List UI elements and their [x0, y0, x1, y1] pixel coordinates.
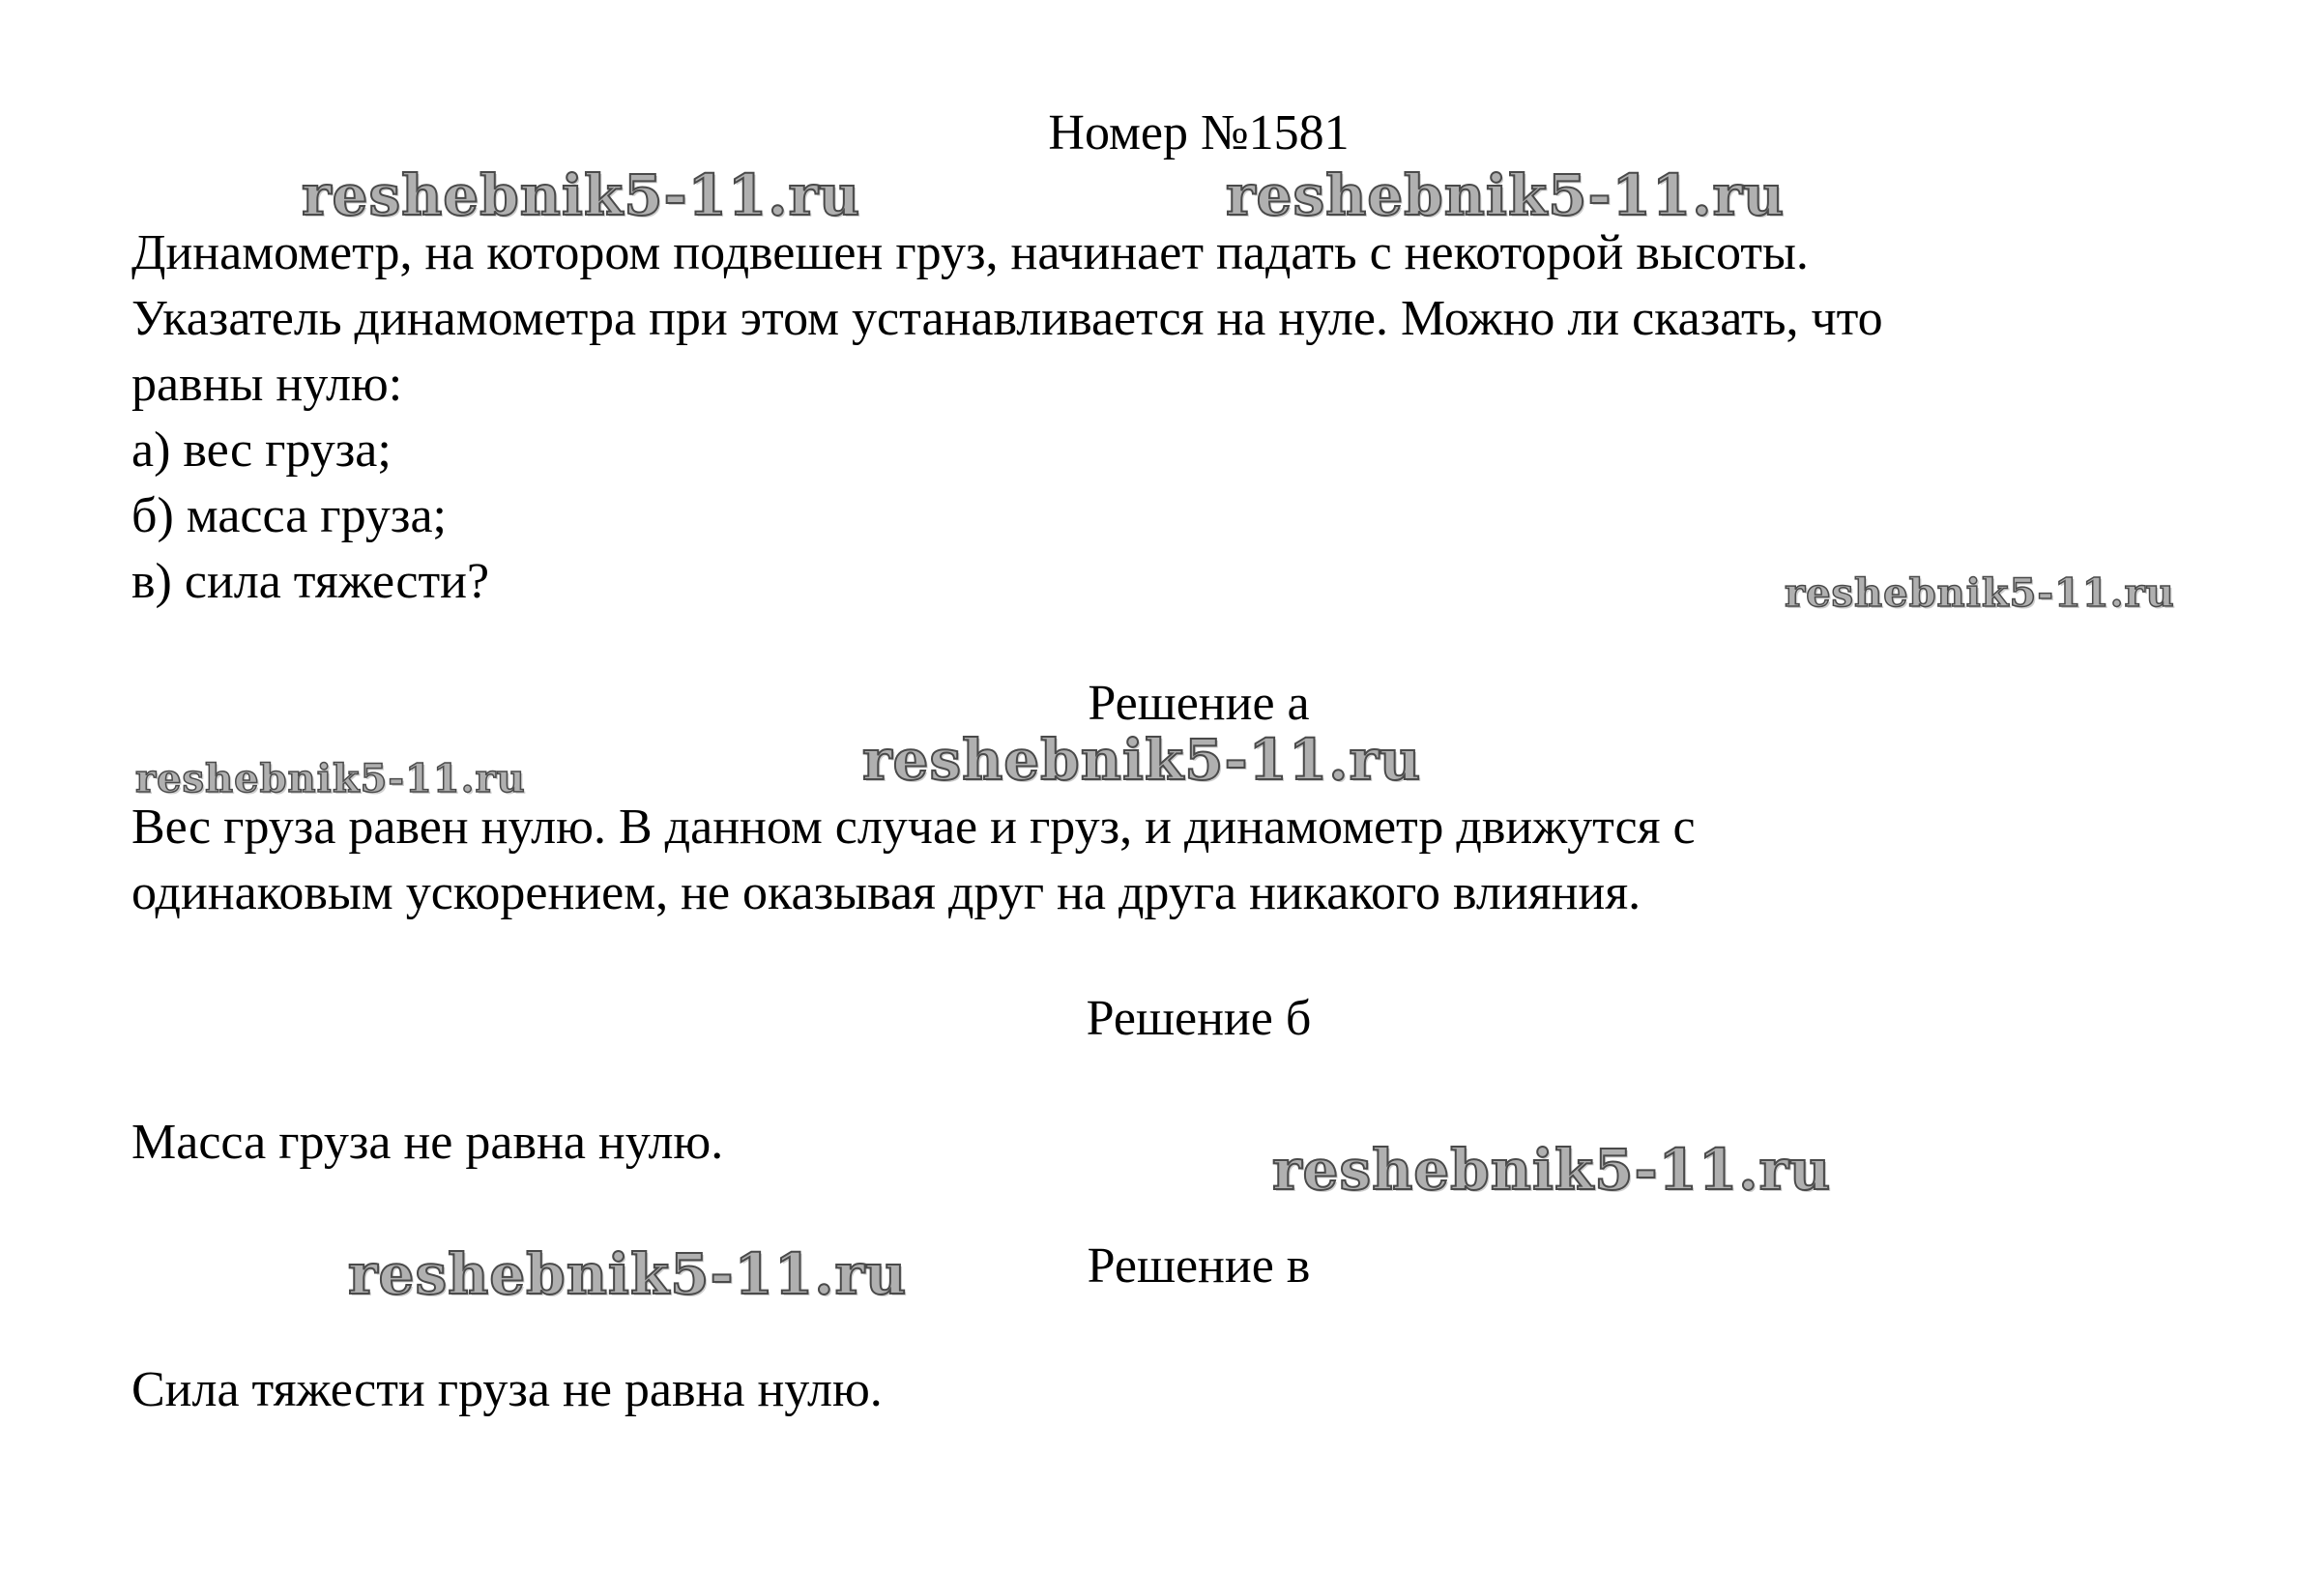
problem-line-1: Динамометр, на котором подвешен груз, начинает падать с некоторой высоты.: [131, 225, 1809, 280]
watermark-center: reshebnik5-11.ru: [862, 727, 1422, 793]
solution-a-heading: Решение а: [1088, 676, 1310, 731]
problem-option-a: а) вес груза;: [131, 422, 392, 478]
watermark-lower-right: reshebnik5-11.ru: [1272, 1137, 1832, 1203]
problem-line-2: Указатель динамометра при этом устанавливается на нуле. Можно ли сказать, что: [131, 291, 1883, 346]
problem-line-3: равны нулю:: [131, 357, 403, 412]
watermark-top-left: reshebnik5-11.ru: [302, 162, 861, 228]
watermark-mid-right: reshebnik5-11.ru: [1785, 570, 2175, 616]
page-title: Номер №1581: [1048, 105, 1350, 160]
solution-b-line-1: Масса груза не равна нулю.: [131, 1115, 724, 1170]
solution-b-heading: Решение б: [1086, 991, 1312, 1046]
solution-a-line-1: Вес груза равен нулю. В данном случае и груз, и динамометр движутся с: [131, 800, 1696, 855]
problem-option-c: в) сила тяжести?: [131, 554, 490, 609]
solution-a-line-2: одинаковым ускорением, не оказывая друг на друга никакого влияния.: [131, 865, 1641, 920]
problem-option-b: б) масса груза;: [131, 488, 447, 543]
watermark-top-right: reshebnik5-11.ru: [1226, 162, 1786, 228]
solution-c-heading: Решение в: [1087, 1238, 1311, 1294]
watermark-lower-left: reshebnik5-11.ru: [348, 1241, 908, 1307]
solution-c-line-1: Сила тяжести груза не равна нулю.: [131, 1362, 883, 1417]
watermark-mid-left: reshebnik5-11.ru: [135, 756, 526, 801]
